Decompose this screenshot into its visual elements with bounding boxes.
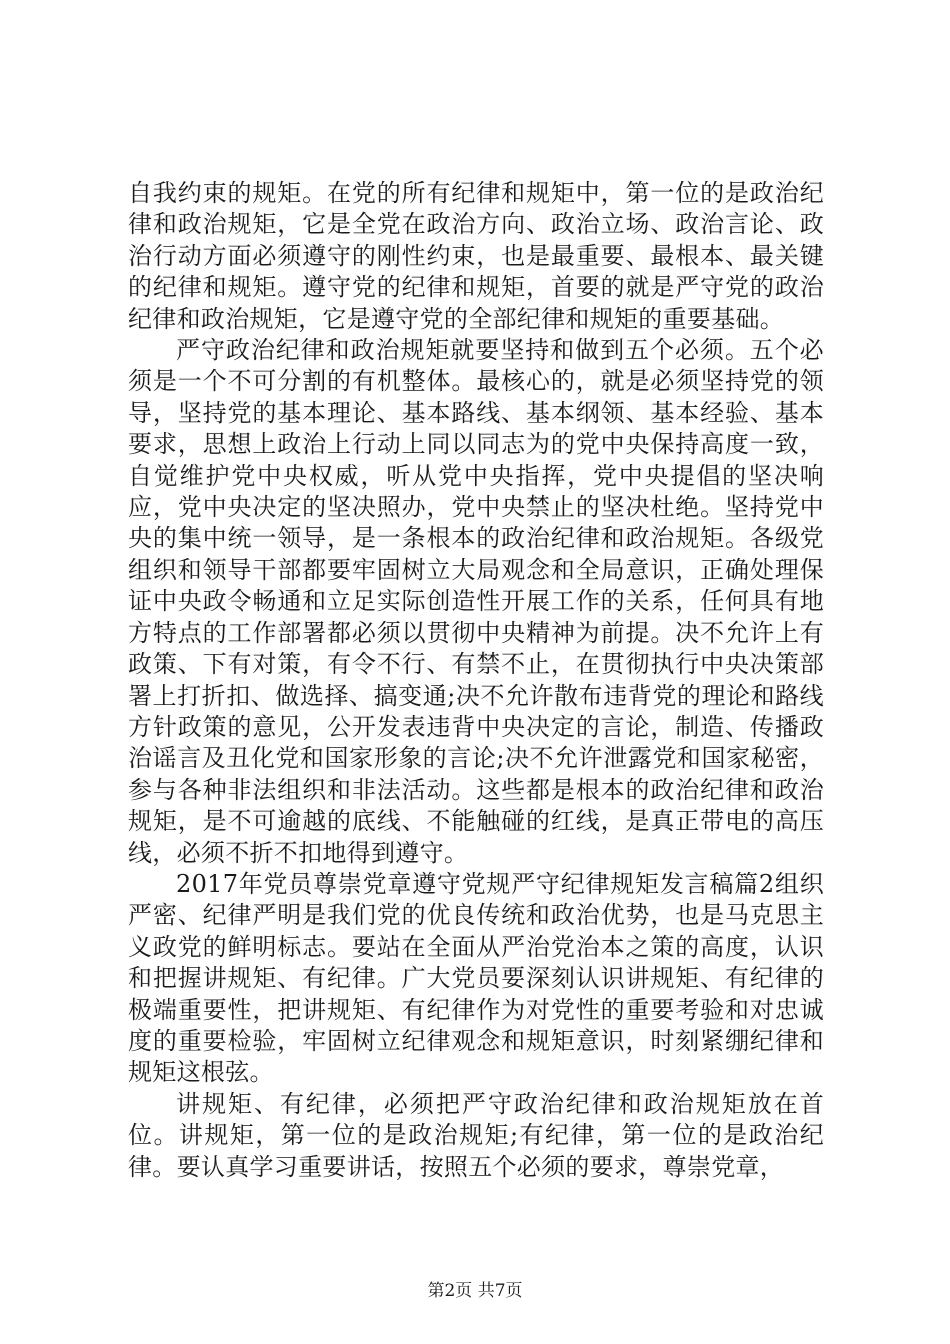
paragraph-continuation: 自我约束的规矩。在党的所有纪律和规矩中，第一位的是政治纪律和政治规矩，它是全党在政治方向、政治立场、政治言论、政治行动方面必须遵守的刚性约束，也是最重要、最根本、最关键的纪律和规矩。遵守党的纪律和规矩，首要的就是严守党的政治纪律和政治规矩，它是遵守党的全部纪律和规矩的重要基础。: [128, 179, 824, 333]
page-number-footer: 第2页 共7页: [427, 1281, 523, 1301]
document-body: [128, 178, 824, 1183]
paragraph-political-rules: 讲规矩、有纪律，必须把严守政治纪律和政治规矩放在首位。讲规矩，第一位的是政治规矩;有纪律，第一位的是政治纪律。要认真学习重要讲话，按照五个必须的要求，尊崇党章，: [128, 1089, 824, 1181]
paragraph-speech-part-2: 2017年党员尊崇党章遵守党规严守纪律规矩发言稿篇2组织严密、纪律严明是我们党的优良传统和政治优势，也是马克思主义政党的鲜明标志。要站在全面从严治党治本之策的高度，认识和把握讲规矩、有纪律。广大党员要深刻认识讲规矩、有纪律的极端重要性，把讲规矩、有纪律作为对党性的重要考验和对忠诚度的重要检验，牢固树立纪律观念和规矩意识，时刻紧绷纪律和规矩这根弦。: [128, 869, 824, 1087]
paragraph-five-musts: 严守政治纪律和政治规矩就要坚持和做到五个必须。五个必须是一个不可分割的有机整体。最核心的，就是必须坚持党的领导，坚持党的基本理论、基本路线、基本纲领、基本经验、基本要求，思想上政治上行动上同以同志为的党中央保持高度一致，自觉维护党中央权威，听从党中央指挥，党中央提倡的坚决响应，党中央决定的坚决照办，党中央禁止的坚决杜绝。坚持党中央的集中统一领导，是一条根本的政治纪律和政治规矩。各级党组织和领导干部都要牢固树立大局观念和全局意识，正确处理保证中央政令畅通和立足实际创造性开展工作的关系，任何具有地方特点的工作部署都必须以贯彻中央精神为前提。决不允许上有政策、下有对策，有令不行、有禁不止，在贯彻执行中央决策部署上打折扣、做选择、搞变通;决不允许散布违背党的理论和路线方针政策的意见，公开发表违背中央决定的言论，制造、传播政治谣言及丑化党和国家形象的言论;决不允许泄露党和国家秘密，参与各种非法组织和非法活动。这些都是根本的政治纪律和政治规矩，是不可逾越的底线、不能触碰的红线，是真正带电的高压线，必须不折不扣地得到遵守。: [128, 336, 824, 867]
